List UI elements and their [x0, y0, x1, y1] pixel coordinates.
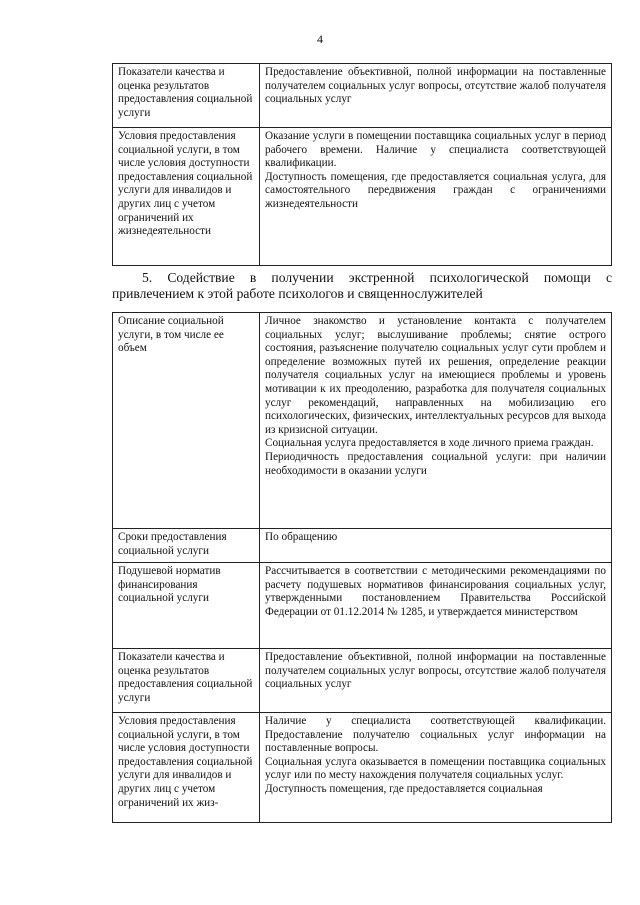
page-number: 4 — [317, 32, 323, 46]
row-label: Подушевой норматив финансирования социальной услуги — [113, 563, 260, 649]
table-row — [113, 64, 612, 128]
table-row — [113, 713, 612, 823]
row-text: По обращению — [260, 529, 612, 563]
table-row — [113, 313, 612, 529]
row-text: Оказание услуги в помещении поставщика социальных услуг в период рабочего времени. Наличие у специалиста соответствующей квалификации. Доступность помещения, где предоставляется социальная услуга, для самостоятельного передвижения граждан с ограничениями жизнедеятельности — [260, 128, 612, 266]
row-label: Условия предоставления социальной услуги, в том числе условия доступности предоставления социальной услуги для инвалидов и других лиц с учетом ограничений их жизнедеятельности — [113, 128, 260, 266]
row-label: Условия предоставления социальной услуги, в том числе условия доступности предоставления социальной услуги для инвалидов и других лиц с учетом ограничений их жиз- — [113, 713, 260, 823]
services-table-continued — [112, 63, 612, 266]
section-heading: 5. Содействие в получении экстренной психологической помощи с привлечением к этой работе психологов и священнослужителей — [112, 270, 612, 301]
row-label: Описание социальной услуги, в том числе ее объем — [113, 313, 260, 529]
row-text: Предоставление объективной, полной информации на поставленные получателем социальных услуг вопросы, отсутствие жалоб получателя социальных услуг — [260, 649, 612, 713]
row-text: Предоставление объективной, полной информации на поставленные получателем социальных услуг вопросы, отсутствие жалоб получателя социальных услуг — [260, 64, 612, 128]
table-row — [113, 128, 612, 266]
row-text: Рассчитывается в соответствии с методическими рекомендациями по расчету подушевых нормативов финансирования социальных услуг, утвержденными постановлением Правительства Российской Федерации от 01.12.2014 № 1285, и утверждается министерством — [260, 563, 612, 649]
row-label: Показатели качества и оценка результатов предоставления социальной услуги — [113, 649, 260, 713]
row-label: Сроки предоставления социальной услуги — [113, 529, 260, 563]
row-text: Наличие у специалиста соответствующей квалификации. Предоставление получателю социальных услуг информации на поставленные вопросы. Социальная услуга оказывается в помещении поставщика социальных услуг или по месту нахождения получателя социальных услуг. Доступность помещения, где предоставляется социальная — [260, 713, 612, 823]
services-table-section-5 — [112, 312, 612, 823]
row-label: Показатели качества и оценка результатов предоставления социальной услуги — [113, 64, 260, 128]
table-row — [113, 563, 612, 649]
row-text: Личное знакомство и установление контакта с получателем социальных услуг; выслушивание проблемы; снятие острого состояния, разъяснение получателю социальных услуг сути проблем и определение возможных путей их решения, определение реакции получателя социальных услуг на имеющиеся проблемы и уровень мотивации к их преодолению, разработка для получателя социальных услуг рекомендаций, направленных на мобилизацию его психологических, физических, интеллектуальных ресурсов для выхода из кризисной ситуации. Социальная услуга предоставляется в ходе личного приема граждан. Периодичность предоставления социальной услуги: при наличии необходимости в оказании услуги — [260, 313, 612, 529]
table-row — [113, 649, 612, 713]
table-row — [113, 529, 612, 563]
